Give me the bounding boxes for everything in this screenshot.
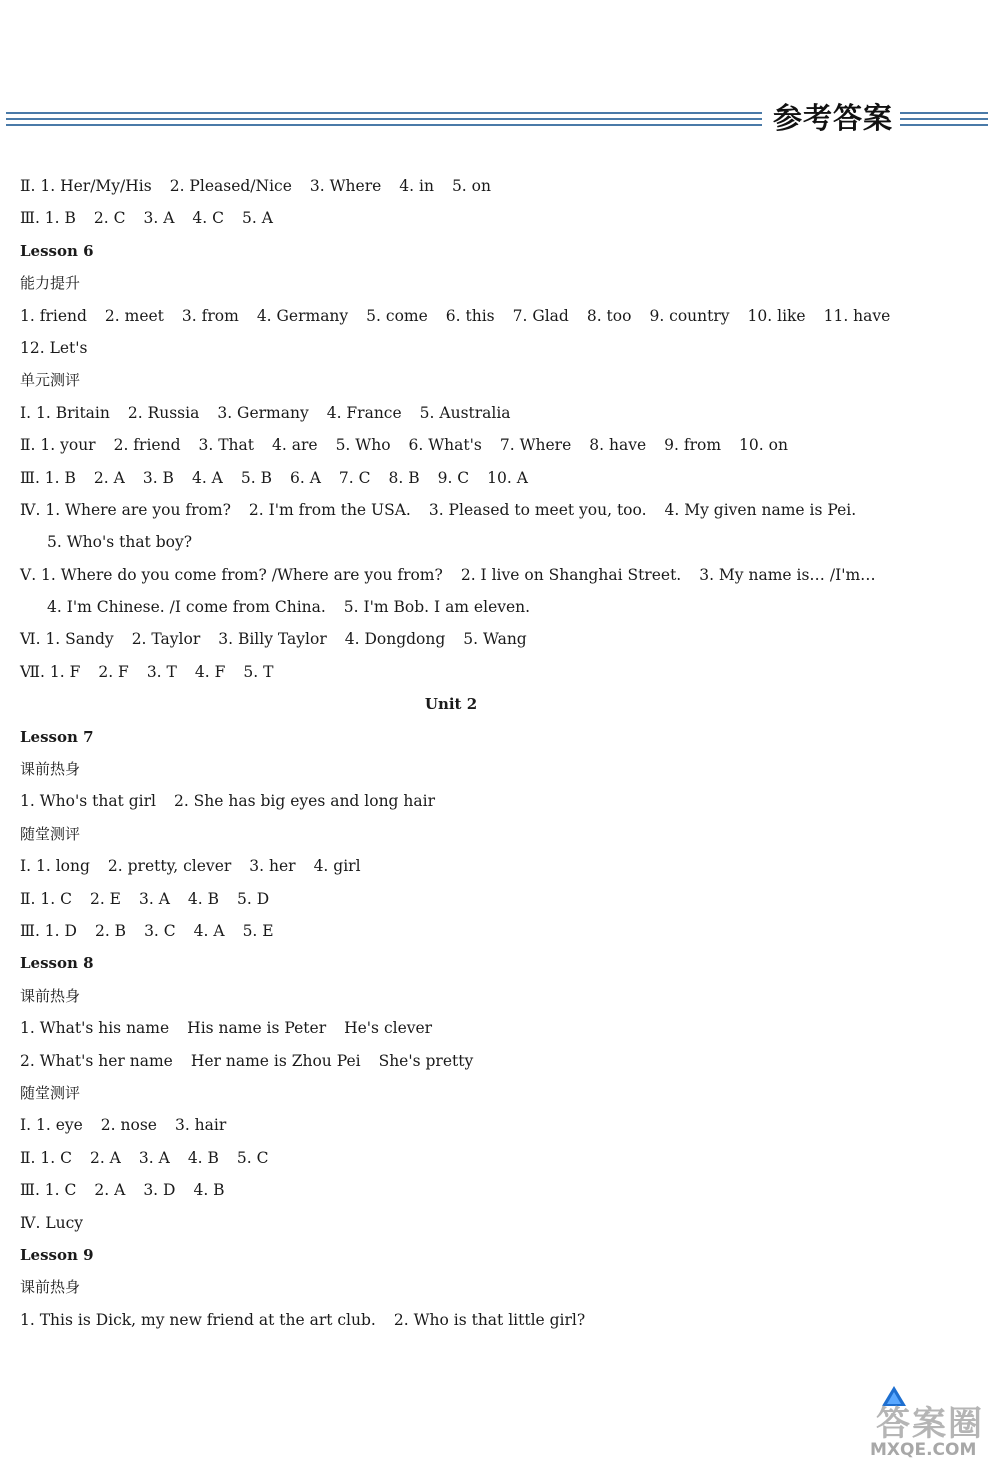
answer-item: 1. friend xyxy=(20,306,87,325)
answer-line xyxy=(20,785,980,817)
answer-item: 2. A xyxy=(89,1148,121,1167)
answer-item: Ⅲ. 1. C xyxy=(20,1181,77,1200)
answer-line xyxy=(20,850,980,882)
answer-line xyxy=(20,397,980,429)
answer-line xyxy=(20,656,980,688)
answer-line xyxy=(20,915,980,947)
answer-item: She's pretty xyxy=(378,1051,474,1070)
lesson-heading xyxy=(20,721,980,753)
answer-item: 3. That xyxy=(198,436,255,455)
answer-item: 3. C xyxy=(144,921,176,940)
answer-item: 5. T xyxy=(243,662,274,681)
answer-item: 5. C xyxy=(236,1148,269,1167)
answer-item: 7. Glad xyxy=(512,306,569,325)
answer-item: Her name is Zhou Pei xyxy=(190,1051,361,1070)
answer-item: 3. A xyxy=(139,889,170,908)
answer-item: Ⅲ. 1. B xyxy=(20,468,76,487)
answer-line xyxy=(20,1045,980,1077)
answer-item: 4. A xyxy=(191,468,223,487)
answer-item: 4. My given name is Pei. xyxy=(664,500,857,519)
answer-item: Lesson 6 xyxy=(20,241,94,260)
answer-item: 2. pretty, clever xyxy=(107,857,232,876)
answer-item: 7. Where xyxy=(499,436,572,455)
answer-item: 2. Who is that little girl? xyxy=(393,1310,586,1329)
answer-item: 6. A xyxy=(289,468,321,487)
answer-item: 2. She has big eyes and long hair xyxy=(173,792,435,811)
answer-item: 5. Who xyxy=(335,436,391,455)
answer-item: 5. A xyxy=(242,209,273,228)
answer-item: 8. too xyxy=(586,306,632,325)
answer-item: 2. What's her name xyxy=(20,1051,173,1070)
answer-key-body xyxy=(20,170,980,1336)
answer-item: Ⅰ. 1. long xyxy=(20,857,90,876)
answer-item: Ⅶ. 1. F xyxy=(20,662,81,681)
answer-line xyxy=(20,332,980,364)
answer-item: 4. C xyxy=(192,209,224,228)
answer-item: 2. A xyxy=(93,468,125,487)
answer-item: 3. A xyxy=(138,1148,170,1167)
header-rule-left xyxy=(6,112,762,130)
answer-item: 2. nose xyxy=(100,1116,157,1135)
answer-item: 课前热身 xyxy=(20,1278,81,1297)
answer-item: 5. E xyxy=(242,921,274,940)
answer-item: 4. girl xyxy=(313,857,361,876)
answer-item: 8. have xyxy=(589,436,647,455)
answer-item: Unit 2 xyxy=(424,695,478,714)
answer-item: Ⅱ. 1. your xyxy=(20,436,96,455)
answer-item: 9. C xyxy=(437,468,470,487)
answer-item: Ⅰ. 1. Britain xyxy=(20,403,110,422)
answer-item: Lesson 9 xyxy=(20,1245,94,1264)
answer-item: 5. D xyxy=(237,889,270,908)
answer-item: 9. from xyxy=(664,436,722,455)
answer-line xyxy=(20,559,980,591)
answer-item: 5. Who's that boy? xyxy=(47,533,193,552)
answer-item: 4. Germany xyxy=(256,306,349,325)
answer-item: 2. I'm from the USA. xyxy=(248,500,411,519)
answer-item: 3. Where xyxy=(309,177,382,195)
answer-item: 1. This is Dick, my new friend at the art club. xyxy=(20,1310,376,1329)
answer-item: 2. friend xyxy=(113,436,181,455)
answer-item: 课前热身 xyxy=(20,760,81,779)
answer-item: Lesson 8 xyxy=(20,954,94,973)
watermark-text: 答案圈 xyxy=(876,1404,984,1444)
answer-item: Ⅴ. 1. Where do you come from? /Where are you from? xyxy=(20,565,443,584)
answer-item: 2. A xyxy=(94,1181,126,1200)
section-label xyxy=(20,267,980,299)
answer-item: 3. Germany xyxy=(217,403,309,422)
answer-line xyxy=(20,1109,980,1141)
answer-line xyxy=(20,1304,980,1336)
answer-item: 3. A xyxy=(143,209,175,228)
answer-line xyxy=(20,1207,980,1239)
answer-item: 5. come xyxy=(366,306,428,325)
header-rule-right xyxy=(900,112,988,130)
answer-item: 5. Wang xyxy=(463,630,527,649)
lesson-heading xyxy=(20,235,980,267)
answer-item: Ⅱ. 1. C xyxy=(20,889,72,908)
answer-item: 4. A xyxy=(193,921,225,940)
answer-item: 能力提升 xyxy=(20,274,81,293)
answer-item: Ⅰ. 1. eye xyxy=(20,1116,83,1135)
answer-item: Lesson 7 xyxy=(20,727,94,746)
answer-item: 2. Russia xyxy=(127,403,200,422)
answer-item: 5. I'm Bob. I am eleven. xyxy=(343,598,531,617)
answer-item: 3. My name is… /I'm… xyxy=(699,565,876,584)
answer-item: 2. Pleased/Nice xyxy=(169,177,292,195)
answer-item: 4. in xyxy=(399,177,434,195)
answer-item: His name is Peter xyxy=(187,1019,327,1038)
answer-item: Ⅲ. 1. D xyxy=(20,921,77,940)
answer-item: 4. B xyxy=(187,889,220,908)
answer-line xyxy=(20,429,980,461)
answer-item: 1. What's his name xyxy=(20,1019,170,1038)
answer-line xyxy=(20,623,980,655)
answer-item: 3. from xyxy=(181,306,239,325)
answer-line xyxy=(20,202,980,234)
answer-item: 2. E xyxy=(89,889,121,908)
answer-line xyxy=(20,883,980,915)
answer-item: 1. Who's that girl xyxy=(20,792,156,811)
answer-item: 3. T xyxy=(146,662,177,681)
answer-item: 3. her xyxy=(249,857,296,876)
answer-item: 课前热身 xyxy=(20,986,81,1005)
answer-line xyxy=(20,591,980,623)
answer-item: 5. Australia xyxy=(419,403,511,422)
answer-item: 12. Let's xyxy=(20,338,88,357)
answer-line xyxy=(20,494,980,526)
answer-item: 7. C xyxy=(338,468,371,487)
answer-item: 6. this xyxy=(445,306,495,325)
answer-line xyxy=(20,462,980,494)
answer-item: Ⅱ. 1. Her/My/His xyxy=(20,177,152,195)
section-label xyxy=(20,1077,980,1109)
answer-item: 4. Dongdong xyxy=(344,630,446,649)
answer-item: 4. B xyxy=(193,1181,225,1200)
answer-line xyxy=(20,526,980,558)
answer-item: 5. on xyxy=(451,177,491,195)
answer-item: He's clever xyxy=(344,1019,433,1038)
answer-item: 5. B xyxy=(240,468,272,487)
unit-heading xyxy=(20,688,980,720)
answer-item: Ⅳ. 1. Where are you from? xyxy=(20,500,231,519)
answer-item: Ⅱ. 1. C xyxy=(20,1148,72,1167)
section-title: 参考答案 xyxy=(772,101,893,135)
answer-item: 单元测评 xyxy=(20,371,81,390)
answer-item: 4. are xyxy=(272,436,318,455)
answer-line xyxy=(20,1012,980,1044)
lesson-heading xyxy=(20,947,980,979)
answer-line xyxy=(20,1174,980,1206)
answer-item: Ⅵ. 1. Sandy xyxy=(20,630,114,649)
section-label xyxy=(20,364,980,396)
section-label xyxy=(20,1271,980,1303)
answer-item: 随堂测评 xyxy=(20,1083,81,1102)
answer-item: 随堂测评 xyxy=(20,824,81,843)
answer-item: 10. A xyxy=(487,468,528,487)
answer-item: Ⅳ. Lucy xyxy=(20,1213,84,1232)
answer-item: 3. Billy Taylor xyxy=(218,630,327,649)
watermark xyxy=(868,1394,998,1464)
section-label xyxy=(20,980,980,1012)
answer-item: 10. on xyxy=(739,436,788,455)
answer-line xyxy=(20,300,980,332)
answer-item: 10. like xyxy=(747,306,806,325)
answer-line xyxy=(20,1142,980,1174)
answer-item: 3. Pleased to meet you, too. xyxy=(428,500,647,519)
answer-item: 11. have xyxy=(823,306,891,325)
answer-item: 2. C xyxy=(93,209,126,228)
answer-line xyxy=(20,170,980,202)
answer-item: 4. F xyxy=(194,662,226,681)
answer-item: 4. France xyxy=(326,403,402,422)
answer-item: 6. What's xyxy=(408,436,482,455)
watermark-url: MXQE.COM xyxy=(870,1440,977,1460)
answer-item: 2. F xyxy=(98,662,129,681)
lesson-heading xyxy=(20,1239,980,1271)
answer-item: 3. B xyxy=(142,468,174,487)
answer-item: 4. B xyxy=(187,1148,219,1167)
answer-item: 2. B xyxy=(94,921,127,940)
section-label xyxy=(20,753,980,785)
answer-item: Ⅲ. 1. B xyxy=(20,209,76,228)
answer-item: 9. country xyxy=(649,306,730,325)
answer-item: 4. I'm Chinese. /I come from China. xyxy=(47,598,326,617)
answer-item: 8. B xyxy=(388,468,420,487)
answer-item: 3. hair xyxy=(174,1116,227,1135)
page-header xyxy=(0,90,1000,150)
answer-item: 3. D xyxy=(143,1181,176,1200)
section-label xyxy=(20,818,980,850)
answer-item: 2. I live on Shanghai Street. xyxy=(460,565,682,584)
answer-item: 2. meet xyxy=(104,306,164,325)
answer-item: 2. Taylor xyxy=(131,630,201,649)
